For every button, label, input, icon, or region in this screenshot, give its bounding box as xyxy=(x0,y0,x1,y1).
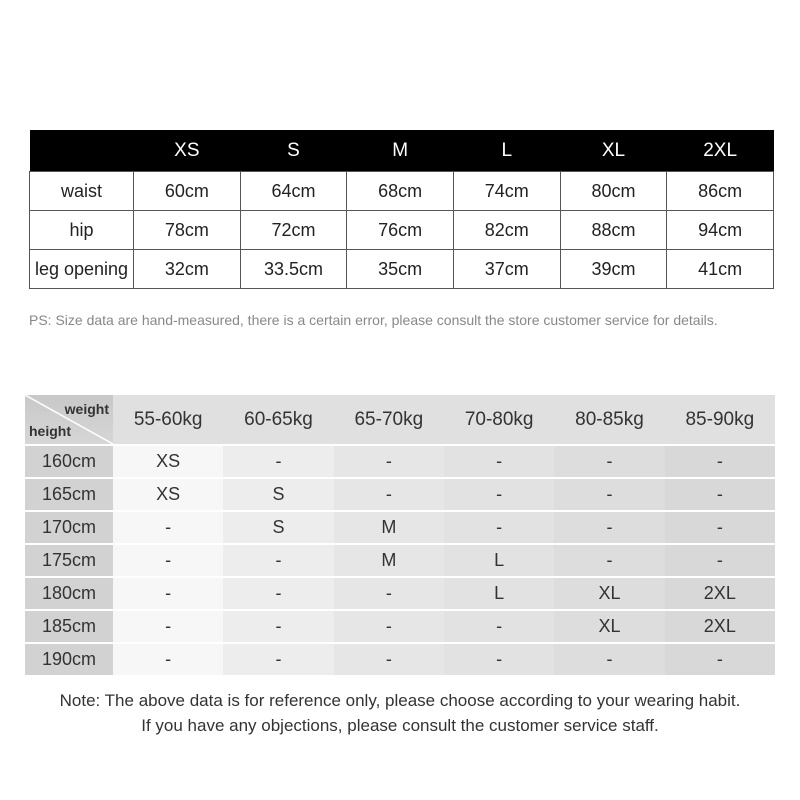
fit-cell: - xyxy=(334,446,444,477)
weight-header: 65-70kg xyxy=(334,395,444,444)
footer-note-line-2: If you have any objections, please consult the customer service staff. xyxy=(141,716,659,735)
corner-height-label: height xyxy=(29,423,71,439)
size-header-s: S xyxy=(240,130,347,172)
size-cell: 82cm xyxy=(453,211,560,250)
weight-header: 55-60kg xyxy=(113,395,223,444)
fit-cell: XL xyxy=(554,578,664,609)
fit-row-185 xyxy=(25,611,775,642)
footer-note xyxy=(0,688,800,738)
fit-cell: - xyxy=(554,644,664,675)
fit-cell: XS xyxy=(113,446,223,477)
size-header-xl: XL xyxy=(560,130,667,172)
fit-cell: - xyxy=(444,611,554,642)
weight-header: 70-80kg xyxy=(444,395,554,444)
fit-cell: - xyxy=(665,545,775,576)
fit-cell: - xyxy=(223,446,333,477)
fit-cell: - xyxy=(223,611,333,642)
fit-cell: - xyxy=(554,545,664,576)
fit-cell: M xyxy=(334,512,444,543)
fit-header-row xyxy=(25,395,775,444)
size-cell: 64cm xyxy=(240,172,347,211)
height-cell: 170cm xyxy=(25,512,113,543)
height-cell: 175cm xyxy=(25,545,113,576)
row-label: hip xyxy=(30,211,134,250)
size-cell: 94cm xyxy=(667,211,774,250)
fit-cell: - xyxy=(334,479,444,510)
height-cell: 165cm xyxy=(25,479,113,510)
fit-cell: 2XL xyxy=(665,611,775,642)
fit-cell: - xyxy=(223,578,333,609)
fit-cell: - xyxy=(334,644,444,675)
fit-cell: XL xyxy=(554,611,664,642)
row-label: waist xyxy=(30,172,134,211)
size-cell: 39cm xyxy=(560,250,667,289)
fit-cell: - xyxy=(665,479,775,510)
fit-cell: - xyxy=(444,479,554,510)
fit-cell: XS xyxy=(113,479,223,510)
height-cell: 180cm xyxy=(25,578,113,609)
size-cell: 32cm xyxy=(134,250,241,289)
row-label: leg opening xyxy=(30,250,134,289)
fit-cell: - xyxy=(113,578,223,609)
size-cell: 76cm xyxy=(347,211,454,250)
ps-measurement-note: PS: Size data are hand-measured, there is a certain error, please consult the store customer service for details. xyxy=(29,312,718,328)
fit-cell: - xyxy=(334,578,444,609)
weight-header: 85-90kg xyxy=(665,395,775,444)
fit-row-165 xyxy=(25,479,775,510)
fit-cell: - xyxy=(444,446,554,477)
fit-cell: - xyxy=(665,644,775,675)
size-header-blank xyxy=(30,130,134,172)
size-cell: 74cm xyxy=(453,172,560,211)
fit-row-170 xyxy=(25,512,775,543)
fit-cell: L xyxy=(444,578,554,609)
size-cell: 78cm xyxy=(134,211,241,250)
fit-cell: - xyxy=(113,611,223,642)
weight-header: 60-65kg xyxy=(223,395,333,444)
fit-cell: - xyxy=(444,644,554,675)
fit-cell: M xyxy=(334,545,444,576)
fit-cell: - xyxy=(444,512,554,543)
size-cell: 72cm xyxy=(240,211,347,250)
corner-weight-label: weight xyxy=(64,401,109,417)
fit-cell: - xyxy=(113,512,223,543)
fit-cell: - xyxy=(665,512,775,543)
size-header-l: L xyxy=(453,130,560,172)
fit-cell: - xyxy=(554,512,664,543)
weight-header: 80-85kg xyxy=(554,395,664,444)
fit-cell: - xyxy=(665,446,775,477)
size-cell: 88cm xyxy=(560,211,667,250)
fit-cell: - xyxy=(554,446,664,477)
fit-cell: S xyxy=(223,512,333,543)
fit-cell: - xyxy=(223,545,333,576)
fit-cell: - xyxy=(554,479,664,510)
fit-row-175 xyxy=(25,545,775,576)
fit-row-160 xyxy=(25,446,775,477)
size-row-hip xyxy=(30,211,774,250)
fit-cell: L xyxy=(444,545,554,576)
fit-recommendation-table xyxy=(25,393,775,677)
corner-header xyxy=(25,395,113,444)
size-header-2xl: 2XL xyxy=(667,130,774,172)
size-cell: 86cm xyxy=(667,172,774,211)
height-cell: 160cm xyxy=(25,446,113,477)
fit-cell: - xyxy=(113,545,223,576)
size-cell: 35cm xyxy=(347,250,454,289)
height-cell: 190cm xyxy=(25,644,113,675)
fit-cell: - xyxy=(334,611,444,642)
footer-note-line-1: Note: The above data is for reference only, please choose according to your wearing habit. xyxy=(59,691,741,710)
size-cell: 60cm xyxy=(134,172,241,211)
size-row-leg-opening xyxy=(30,250,774,289)
size-row-waist xyxy=(30,172,774,211)
size-chart-table xyxy=(29,130,774,289)
size-cell: 33.5cm xyxy=(240,250,347,289)
fit-cell: - xyxy=(113,644,223,675)
size-chart-header-row xyxy=(30,130,774,172)
fit-cell: 2XL xyxy=(665,578,775,609)
size-header-m: M xyxy=(347,130,454,172)
fit-cell: - xyxy=(223,644,333,675)
size-header-xs: XS xyxy=(134,130,241,172)
size-cell: 68cm xyxy=(347,172,454,211)
size-cell: 80cm xyxy=(560,172,667,211)
height-cell: 185cm xyxy=(25,611,113,642)
fit-cell: S xyxy=(223,479,333,510)
fit-row-190 xyxy=(25,644,775,675)
size-cell: 41cm xyxy=(667,250,774,289)
size-cell: 37cm xyxy=(453,250,560,289)
fit-row-180 xyxy=(25,578,775,609)
